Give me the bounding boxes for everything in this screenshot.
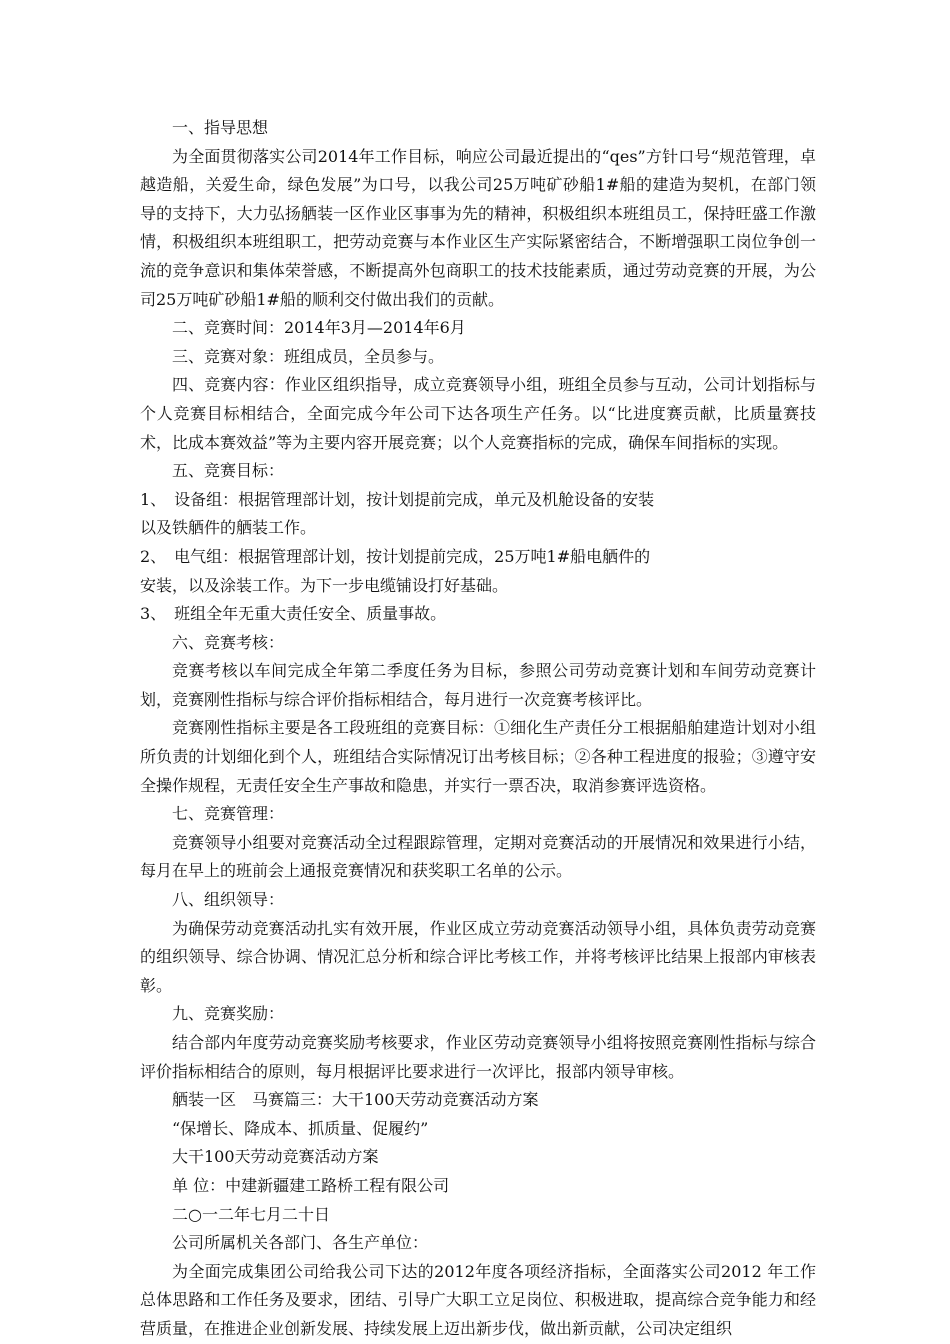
goal-item-2-continued: 安装，以及涂装工作。为下一步电缆铺设打好基础。: [140, 575, 509, 595]
document-body: [140, 114, 816, 1344]
section-heading-leadership: 八、组织领导：: [172, 890, 285, 910]
section-heading-goals: 五、竞赛目标：: [172, 461, 285, 481]
competition-time: 二、竞赛时间：2014年3月—2014年6月: [172, 318, 466, 338]
section-heading-guiding-thought: 一、指导思想: [172, 118, 269, 137]
plan-title: 大干100天劳动竞赛活动方案: [172, 1147, 379, 1167]
section-heading-assessment: 六、竞赛考核：: [172, 632, 285, 652]
paragraph-rigid-indicators: 竞赛刚性指标主要是各工段班组的竞赛目标：①细化生产责任分工根据船舶建造计划对小组所负责的计划细化到个人，班组结合实际情况订出考核目标；②各种工程进度的报验；③遵守安全操作规程，无责任安全生产事故和隐患，并实行一票否决，取消参赛评选资格。: [140, 718, 816, 795]
paragraph-assessment: 竞赛考核以车间完成全年第二季度任务为目标，参照公司劳动竞赛计划和车间劳动竞赛计划，竞赛刚性指标与综合评价指标相结合，每月进行一次竞赛考核评比。: [140, 661, 816, 709]
paragraph-rewards: 结合部内年度劳动竞赛奖励考核要求，作业区劳动竞赛领导小组将按照竞赛刚性指标与综合评价指标相结合的原则，每月根据评比要求进行一次评比，报部内领导审核。: [140, 1033, 816, 1081]
section-heading-rewards: 九、竞赛奖励：: [172, 1004, 285, 1024]
addressee: 公司所属机关各部门、各生产单位：: [172, 1233, 429, 1253]
paragraph-management: 竞赛领导小组要对竞赛活动全过程跟踪管理，定期对竞赛活动的开展情况和效果进行小结，每月在早上的班前会上通报竞赛情况和获奖职工名单的公示。: [140, 832, 816, 881]
paragraph-intro-2012: 为全面完成集团公司给我公司下达的2012年度各项经济指标，全面落实公司2012 年工作总体思路和工作任务及要求，团结、引导广大职工立足岗位、积极进取，提高综合竞争能力和经营质量，在推进企业创新发展、持续发展上迈出新步伐，做出新贡献，公司决定组织: [140, 1261, 816, 1338]
organization-unit: 单 位：中建新疆建工路桥工程有限公司: [172, 1175, 450, 1195]
section-heading-management: 七、竞赛管理：: [172, 804, 285, 824]
paragraph-leadership: 为确保劳动竞赛活动扎实有效开展，作业区成立劳动竞赛活动领导小组，具体负责劳动竞赛的组织领导、综合协调、情况汇总分析和综合评比考核工作，并将考核评比结果上报部内审核表彰。: [140, 918, 816, 995]
paragraph-competition-content: 四、竞赛内容：作业区组织指导，成立竞赛领导小组，班组全员参与互动，公司计划指标与个人竞赛目标相结合，全面完成今年公司下达各项生产任务。以“比进度赛贡献，比质量赛技术，比成本赛效益”等为主要内容开展竞赛；以个人竞赛指标的完成，确保车间指标的实现。: [140, 375, 816, 452]
signature-and-next-title: 舾装一区 马赛篇三：大干100天劳动竞赛活动方案: [172, 1090, 539, 1110]
goal-item-3: 3、 班组全年无重大责任安全、质量事故。: [140, 604, 447, 624]
competition-participants: 三、竞赛对象：班组成员，全员参与。: [172, 346, 445, 366]
document-date: 二○一二年七月二十日: [172, 1204, 330, 1224]
goal-item-1-continued: 以及铁舾件的舾装工作。: [140, 518, 317, 538]
goal-item-1: 1、 设备组：根据管理部计划，按计划提前完成，单元及机舱设备的安装: [140, 489, 655, 509]
paragraph-guiding-thought: 为全面贯彻落实公司2014年工作目标，响应公司最近提出的“qes”方针口号“规范管理，卓越造船，关爱生命，绿色发展”为口号，以我公司25万吨矿砂船1#船的建造为契机，在部门领导的支持下，大力弘扬舾装一区作业区事事为先的精神，积极组织本班组员工，保持旺盛工作激情，积极组织本班组职工，把劳动竞赛与本作业区生产实际紧密结合，不断增强职工岗位争创一流的竞争意识和集体荣誉感，不断提高外包商职工的技术技能素质，通过劳动竞赛的开展，为公司25万吨矿砂船1#船的顺利交付做出我们的贡献。: [140, 146, 816, 309]
slogan: “保增长、降成本、抓质量、促履约”: [172, 1118, 429, 1138]
goal-item-2: 2、 电气组：根据管理部计划，按计划提前完成，25万吨1#船电舾件的: [140, 546, 651, 566]
